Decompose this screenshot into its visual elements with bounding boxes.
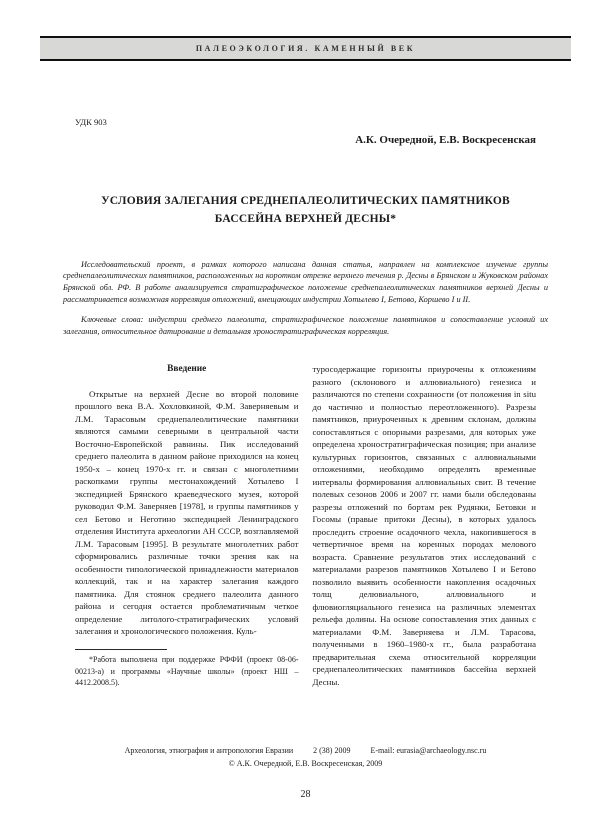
body-columns bbox=[75, 363, 536, 688]
page-footer bbox=[0, 745, 611, 770]
right-column-paragraph: туросодержащие горизонты приурочены к отложениям разного (склонового и аллювиального) генезиса и различаются по степени сохранности (от положения in situ до частично и полностью переотложенного). Разрезы памятников, приуроченных к древним склонам, должны сопоставляться с опорными разрезами, для которых уже определена хроностратиграфическая позиция; при анализе культурных горизонтов, связанных с аллювиальными отложениями, необходимо определять временные интервалы формирования аллювиальных свит. В течение полевых сезонов 2006 и 2007 гг. нами были обследованы разрезы отложений по бортам рек Рудянки, Бетовки и Госомы (правые притоки Десны), в которых удалось проследить строение осадочного чехла, накопившегося в четвертичное время на коренных породах мелового возраста. Сравнение результатов этих исследований с материалами разрезов памятников Хотылево I и Бетово позволило выявить особенности накопления осадочных толщ делювиального, аллювиального и флювиогляциального генезиса на различных элементах рельефа долины. На основе сопоставления этих данных с материалами Ф.М. Заверняева и Л.М. Тарасова, полученными в 1960–1980-х гг., была разработана предварительная схема относительной корреляции среднепалеолитических памятников бассейна верхней Десны. bbox=[312, 364, 536, 687]
body-right-column bbox=[313, 363, 537, 688]
body-left-column bbox=[75, 363, 299, 688]
left-column-paragraph: Открытые на верхней Десне во второй половине прошлого века В.А. Хохловкиной, Ф.М. Заверняевым и Л.М. Тарасовым среднепалеолитические памятники являются самыми северными в центральной части Восточно-Европейской равнины. Пик исследований среднего палеолита в данном районе приходился на конец 1950-х – конец 1970-х гг. и связан с многолетними раскопками группы местонахождений Хотылево I экспедицией Брянского краеведческого музея, которой руководил Ф.М. Заверняев [1978], и группы памятников у сел Бетово и Неготино экспедицией Ленинградского отделения Института археологии АН СССР, возглавляемой Л.М. Тарасовым [1995]. В результате многолетних работ сформировались различные точки зрения как на особенности типологической принадлежности материалов коллекций, так и на характер залегания каждого памятника. Для стоянок среднего палеолита данного района и сегодня остается проблематичным четкое определение литолого-стратиграфических условий залегания и хронологического положения. Куль- bbox=[75, 388, 299, 636]
udc-label: УДК 903 bbox=[75, 117, 107, 127]
abstract: Исследовательский проект, в рамках которого написана данная статья, направлен на комплексное изучение группы среднепалеолитических памятников, расположенных на коротком отрезке верхнего течения р. Десны в Брянском и Жуковском районах Брянской обл. РФ. В работе анализируется стратиграфическое положение среднепалеолитических памятников верхней Десны и рассматривается возможная корреляция отложений, вмещающих индустрии Хотылево I, Бетово, Коршево I и II. bbox=[63, 259, 548, 304]
footer-issue: 2 (38) 2009 bbox=[313, 746, 351, 756]
page-number: 28 bbox=[300, 789, 311, 800]
footer-email: E-mail: eurasia@archaeology.nsc.ru bbox=[370, 746, 487, 756]
footer-journal-name: Археология, этнография и антропология Евразии bbox=[124, 746, 294, 756]
page-content bbox=[40, 117, 571, 688]
footer-journal-line bbox=[0, 745, 611, 757]
article-title: УСЛОВИЯ ЗАЛЕГАНИЯ СРЕДНЕПАЛЕОЛИТИЧЕСКИХ ПАМЯТНИКОВ БАССЕЙНА ВЕРХНЕЙ ДЕСНЫ* bbox=[101, 195, 510, 226]
rubric-band bbox=[40, 36, 571, 61]
copyright-line: © А.К. Очередной, Е.В. Воскресенская, 2009 bbox=[228, 758, 383, 768]
rubric-band-title: ПАЛЕОЭКОЛОГИЯ. КАМЕННЫЙ ВЕК bbox=[195, 44, 416, 53]
keywords: Ключевые слова: индустрии среднего палеолита, стратиграфическое положение памятников и сопоставление условий их залегания, относительное датирование и детальная хроностратиграфическая корреляция. bbox=[63, 315, 548, 336]
section-heading: Введение bbox=[167, 364, 207, 375]
footnote: *Работа выполнена при поддержке РФФИ (проект 08-06-00213-а) и программы «Научные школы» (проект НШ – 4412.2008.5). bbox=[75, 655, 299, 687]
authors: А.К. Очередной, Е.В. Воскресенская bbox=[355, 134, 536, 146]
footnote-block bbox=[75, 649, 299, 688]
footnote-rule bbox=[75, 649, 167, 650]
